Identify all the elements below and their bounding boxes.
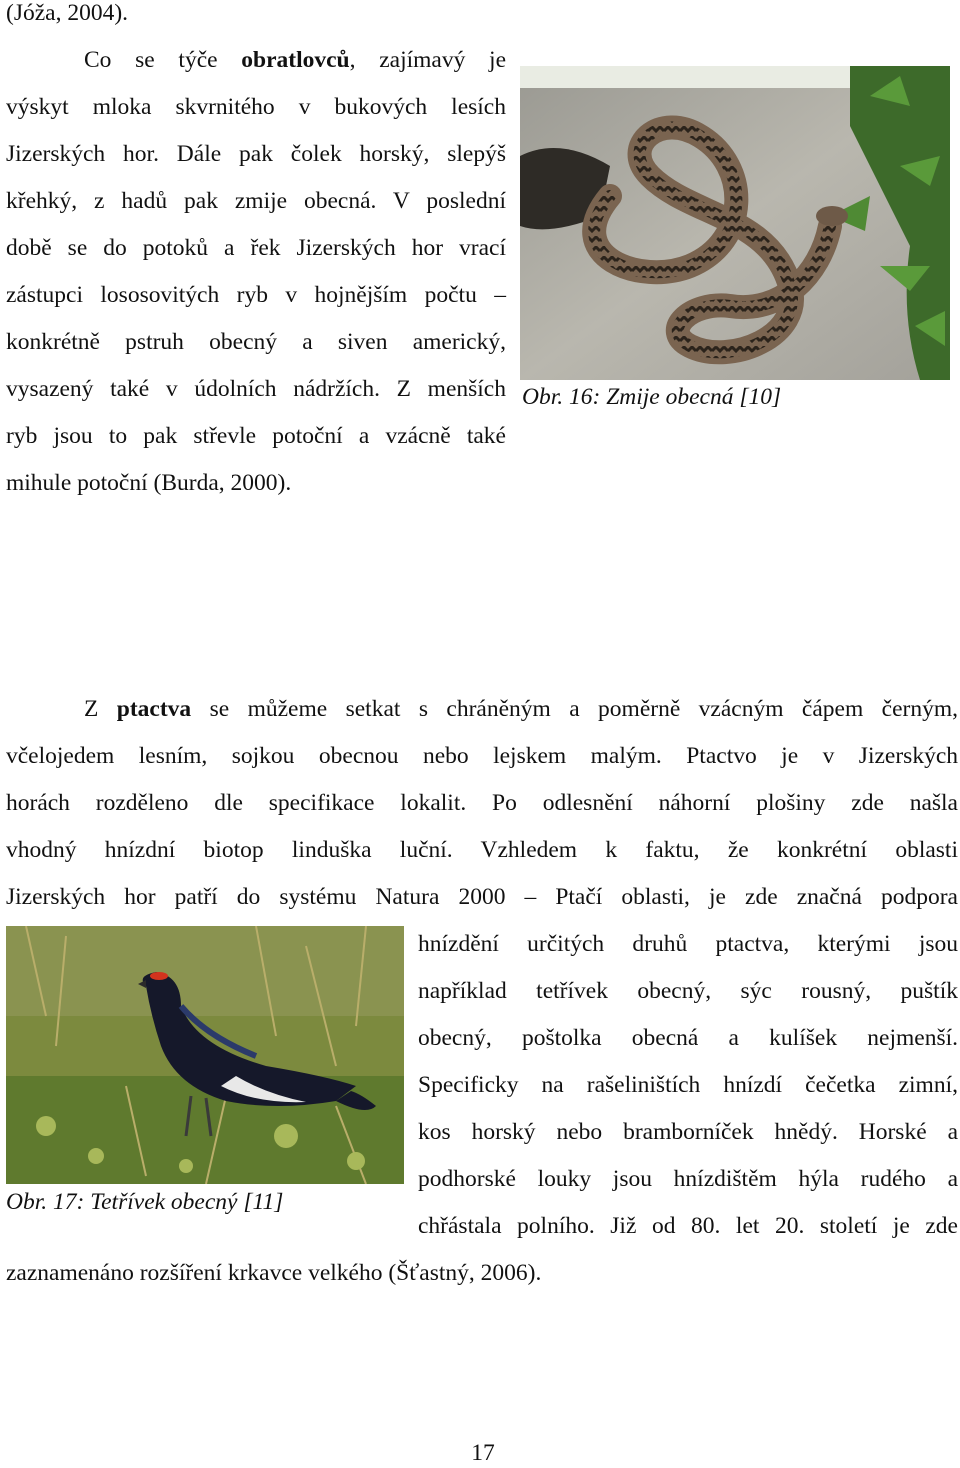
figure-adder-photo (520, 66, 950, 380)
text-line: výskyt mloka skvrnitého v bukových lesích (6, 94, 506, 120)
text-line: Co se týče obratlovců, zajímavý je (84, 47, 507, 73)
snake-illustration (520, 66, 950, 380)
page-number: 17 (471, 1440, 495, 1466)
text-line: vhodný hnízdní biotop linduška luční. Vzhledem k faktu, že konkrétní oblasti (6, 837, 958, 863)
text-line: vysazený také v údolních nádržích. Z menších (6, 376, 506, 402)
text-line: zástupci lososovitých ryb v hojnějším počtu – (6, 282, 506, 308)
text-line: kos horský nebo bramborníček hnědý. Horské a (418, 1119, 958, 1145)
text-line: době se do potoků a řek Jizerských hor vrací (6, 235, 506, 261)
figure-17-caption: Obr. 17: Tetřívek obecný [11] (6, 1189, 284, 1215)
bold-term-ptactva: ptactva (116, 696, 192, 722)
figure-16-caption: Obr. 16: Zmije obecná [10] (522, 384, 782, 410)
text-line: Jizerských hor patří do systému Natura 2000 – Ptačí oblasti, je zde značná podpora (6, 884, 958, 910)
text-line: konkrétně pstruh obecný a siven americký, (6, 329, 506, 355)
text-line: ryb jsou to pak střevle potoční a vzácně také (6, 423, 506, 449)
figure-black-grouse-photo (6, 926, 404, 1184)
text-line: obecný, poštolka obecná a kulíšek nejmenší. (418, 1025, 958, 1051)
bold-term-obratlovcu: obratlovců (241, 47, 350, 73)
text-line: zaznamenáno rozšíření krkavce velkého (Šťastný, 2006). (6, 1260, 542, 1286)
text-line: hnízdění určitých druhů ptactva, kterými jsou (418, 931, 958, 957)
text-line: Jizerských hor. Dále pak čolek horský, slepýš (6, 141, 506, 167)
text-line: podhorské louky jsou hnízdištěm hýla rudého a (418, 1166, 958, 1192)
text-line: například tetřívek obecný, sýc rousný, puštík (418, 978, 958, 1004)
text-line: Z ptactva se můžeme setkat s chráněným a poměrně vzácným čápem černým, (84, 696, 958, 722)
text-line: chřástala polního. Již od 80. let 20. století je zde (418, 1213, 958, 1239)
text-line: (Jóža, 2004). (6, 0, 129, 26)
text-line: včelojedem lesním, sojkou obecnou nebo lejskem malým. Ptactvo je v Jizerských (6, 743, 958, 769)
text-line: horách rozděleno dle specifikace lokalit. Po odlesnění náhorní plošiny zde našla (6, 790, 958, 816)
text-line: křehký, z hadů pak zmije obecná. V poslední (6, 188, 506, 214)
grouse-illustration (6, 926, 404, 1184)
text-line: Specificky na rašeliništích hnízdí čečetka zimní, (418, 1072, 958, 1098)
text-line: mihule potoční (Burda, 2000). (6, 470, 292, 496)
